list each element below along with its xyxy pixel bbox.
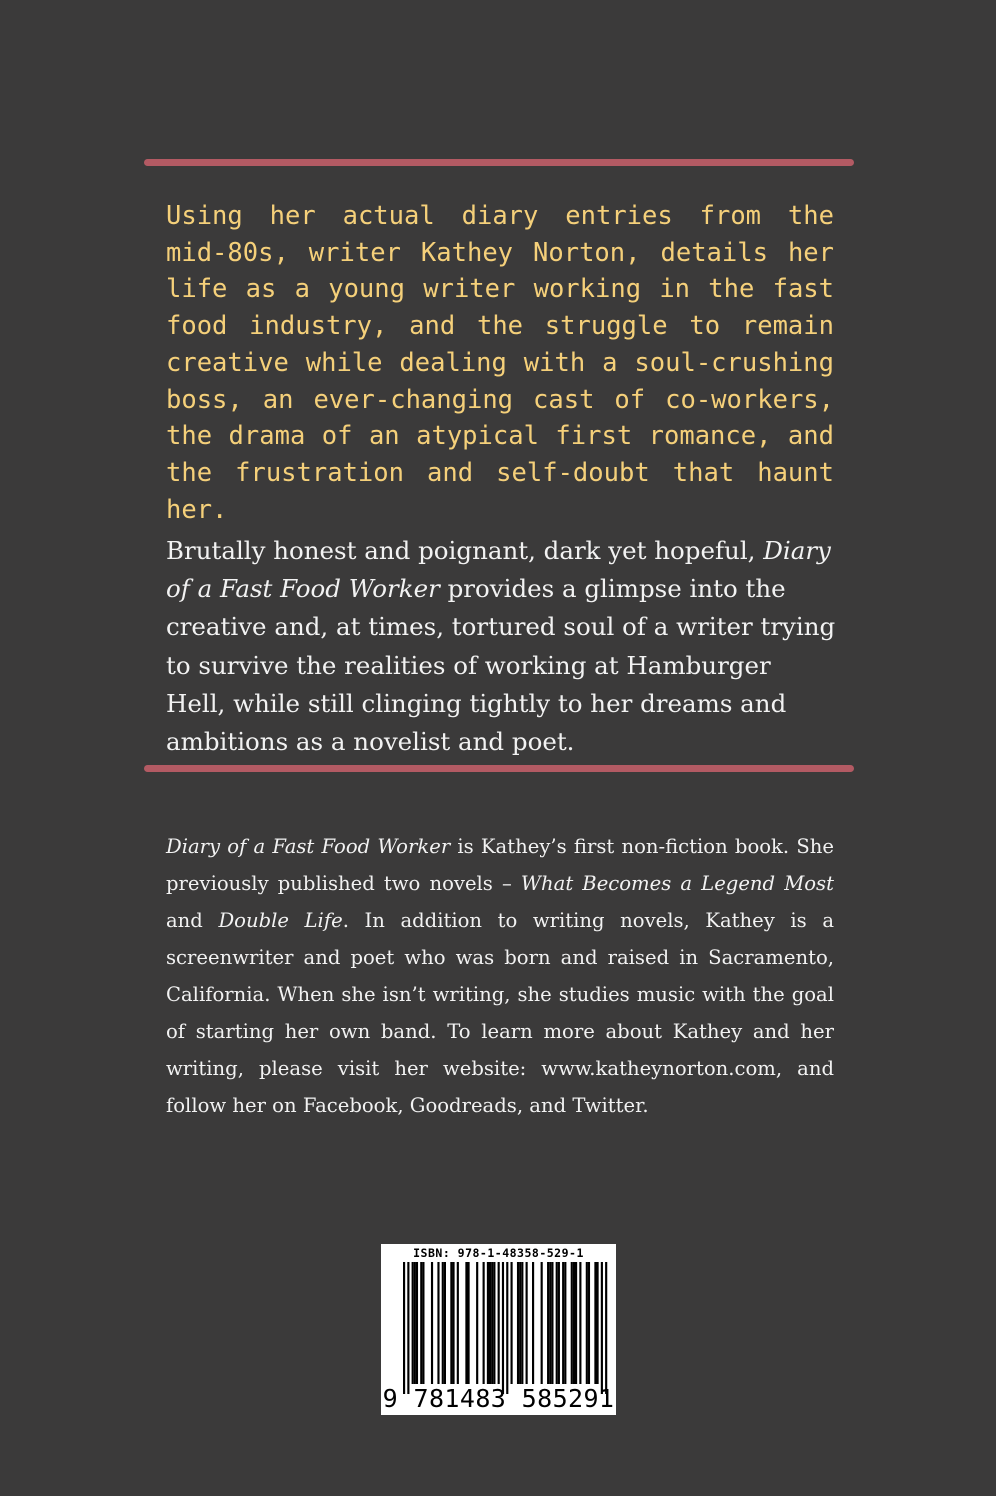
bio-book-title: Diary of a Fast Food Worker	[166, 835, 451, 858]
barcode-bar	[541, 1262, 543, 1384]
barcode-bar	[571, 1262, 573, 1384]
barcode-bar	[476, 1262, 478, 1384]
praise-paragraph	[166, 532, 836, 761]
barcode-bar	[450, 1262, 452, 1384]
bio-novel-2: Double Life	[218, 909, 343, 932]
barcode-bar	[549, 1262, 551, 1384]
barcode-bar	[498, 1262, 500, 1384]
barcode-bar	[487, 1262, 489, 1384]
barcode-bar	[493, 1262, 495, 1384]
barcode-bar	[573, 1262, 575, 1384]
barcode-bar	[416, 1262, 418, 1384]
bio-text-2: and	[166, 909, 219, 932]
isbn-label: ISBN: 978-1-48358-529-1	[413, 1246, 584, 1260]
barcode-bar	[562, 1262, 564, 1384]
barcode-bar	[414, 1262, 416, 1384]
barcode-bar	[468, 1262, 470, 1384]
barcode-bar	[431, 1262, 433, 1384]
barcode-bar	[594, 1262, 596, 1384]
bio-novel-1: What Becomes a Legend Most	[520, 872, 834, 895]
barcode-bar	[517, 1262, 519, 1384]
barcode-bar	[491, 1262, 493, 1384]
author-bio	[166, 828, 834, 1124]
barcode-bar	[489, 1262, 491, 1384]
barcode-bar	[586, 1262, 588, 1384]
barcode-bar	[521, 1262, 523, 1384]
top-divider	[144, 159, 854, 166]
barcode-guard-bar	[605, 1262, 607, 1394]
barcode-bar	[420, 1262, 422, 1384]
praise-rest: provides a glimpse into the creative and, at times, tortured soul of a writer trying to survive the realities of working at Hamburger Hell, while still clinging tightly to her dreams and ambitions as a novelist and poet.	[166, 574, 836, 757]
barcode-guard-bar	[403, 1262, 405, 1394]
bio-text-1: is Kathey’s first non-fiction book. She previously published two novels –	[166, 835, 834, 895]
isbn-barcode	[381, 1244, 616, 1415]
barcode-bar	[526, 1262, 528, 1384]
barcode-bar	[558, 1262, 560, 1384]
barcode-bar	[575, 1262, 577, 1384]
cover-blurb: Using her actual diary entries from the mid-80s, writer Kathey Norton, details her life as a young writer working in the fast food industry, and the struggle to remain creative while dealing with a soul-crushing boss, an ever-changing cast of co-workers, the drama of an atypical first romance, and the frustration and self-doubt that haunt her.	[166, 201, 834, 525]
barcode-bar	[519, 1262, 521, 1384]
barcode-bar	[532, 1262, 534, 1384]
barcode-bar	[437, 1262, 439, 1384]
barcode-bar	[564, 1262, 566, 1384]
barcode-guard-bar	[601, 1262, 603, 1394]
praise-book-title: Diary of a Fast Food Worker	[166, 536, 831, 604]
barcode-bar	[412, 1262, 414, 1384]
praise-lead: Brutally honest and poignant, dark yet hopeful,	[166, 536, 764, 565]
barcode-bar	[444, 1262, 446, 1384]
barcode-guard-bar	[407, 1262, 409, 1394]
barcode-bar	[483, 1262, 485, 1384]
barcode-bar	[465, 1262, 467, 1384]
barcode-bar	[579, 1262, 581, 1384]
barcode-bar	[452, 1262, 454, 1384]
barcode-bar	[547, 1262, 549, 1384]
bio-text-3: . In addition to writing novels, Kathey is a screenwriter and poet who was born and raised in Sacramento, California. When she isn’t writing, she studies music with the goal of starting her own band. To learn more about Kathey and her writing, please visit her website: www.katheynorton.com, and follow her on Facebook, Goodreads, and Twitter.	[166, 909, 835, 1117]
barcode-bar	[556, 1262, 558, 1384]
barcode-digits: 9 781483 585291	[382, 1384, 615, 1413]
barcode-bar	[442, 1262, 444, 1384]
barcode-bar	[422, 1262, 424, 1384]
barcode-guard-bar	[502, 1262, 504, 1394]
barcode-bar	[551, 1262, 553, 1384]
barcode-guard-bar	[506, 1262, 508, 1394]
barcode-bar	[457, 1262, 459, 1384]
barcode-bar	[588, 1262, 590, 1384]
barcode-bar	[511, 1262, 513, 1384]
barcode-bar	[597, 1262, 599, 1384]
bottom-divider	[144, 765, 854, 772]
